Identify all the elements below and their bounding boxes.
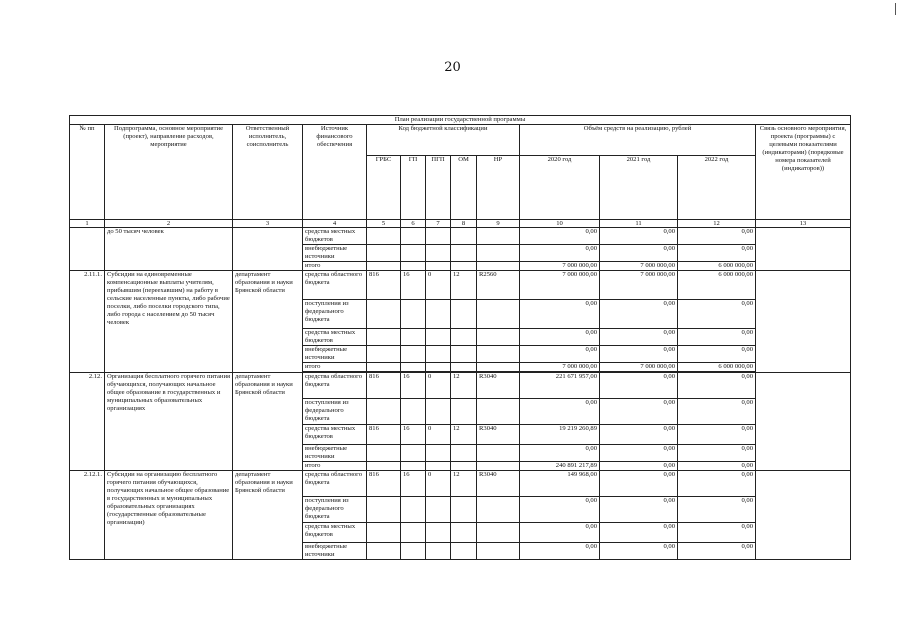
link-cell [756, 271, 851, 373]
executor-cell: департамент образования и науки Брянской области [233, 271, 303, 373]
col-index: 3 [233, 220, 303, 228]
table-row [70, 228, 851, 245]
header-link: Связь основного мероприятия, проекта (программы) с целевыми показателями (индикаторами) (порядковые номера показателей (индикаторов)) [756, 125, 851, 220]
value-2021: 7 000 000,00 [600, 262, 678, 271]
header-2022: 2022 год [678, 156, 756, 220]
value-2022: 0,00 [678, 346, 756, 363]
grbs-cell: 816 [367, 425, 401, 445]
value-2021: 0,00 [600, 445, 678, 462]
source-cell: средства местных бюджетов [303, 329, 367, 346]
header-budget-code: Код бюджетной классификации [367, 125, 520, 156]
value-2021: 0,00 [600, 300, 678, 329]
table-row [70, 373, 851, 399]
value-2020: 221 671 957,00 [520, 373, 600, 399]
header-source: Источник финансового обеспечения [303, 125, 367, 220]
om-cell: 12 [451, 425, 477, 445]
col-index: 9 [477, 220, 520, 228]
header-num: № пп [70, 125, 105, 220]
gp-cell: 16 [401, 471, 426, 497]
num-cell: 2.12.1. [70, 471, 105, 560]
value-2020: 0,00 [520, 523, 600, 543]
executor-cell [233, 228, 303, 271]
link-cell [756, 471, 851, 560]
value-2022: 0,00 [678, 445, 756, 462]
value-2022: 0,00 [678, 300, 756, 329]
page-number: 20 [444, 60, 461, 75]
value-2022: 6 000 000,00 [678, 271, 756, 300]
nr-cell: R3040 [477, 471, 520, 497]
value-2022: 6 000 000,00 [678, 363, 756, 372]
value-2020: 7 000 000,00 [520, 271, 600, 300]
value-2020: 0,00 [520, 346, 600, 363]
col-index: 8 [451, 220, 477, 228]
header-2021: 2021 год [600, 156, 678, 220]
nr-cell: R3040 [477, 425, 520, 445]
value-2022: 0,00 [678, 462, 756, 471]
value-2022: 0,00 [678, 543, 756, 560]
program-cell: до 50 тысяч человек [105, 228, 233, 271]
col-index: 10 [520, 220, 600, 228]
header-grbs: ГРБС [367, 156, 401, 220]
value-2022: 0,00 [678, 329, 756, 346]
header-volume: Объём средств на реализацию, рублей [520, 125, 756, 156]
pgp-cell: 0 [426, 425, 451, 445]
value-2021: 0,00 [600, 543, 678, 560]
nr-cell: R2560 [477, 271, 520, 300]
source-cell: средства местных бюджетов [303, 425, 367, 445]
pgp-cell: 0 [426, 373, 451, 399]
source-cell: поступления из федерального бюджета [303, 399, 367, 425]
value-2021: 0,00 [600, 228, 678, 245]
num-cell [70, 228, 105, 271]
header-om: ОМ [451, 156, 477, 220]
col-index: 1 [70, 220, 105, 228]
value-2021: 0,00 [600, 346, 678, 363]
pgp-cell: 0 [426, 471, 451, 497]
value-2022: 6 000 000,00 [678, 262, 756, 271]
executor-cell: департамент образования и науки Брянской области [233, 373, 303, 471]
value-2022: 0,00 [678, 425, 756, 445]
source-cell: итого [303, 262, 367, 271]
link-cell [756, 373, 851, 471]
gp-cell: 16 [401, 271, 426, 300]
value-2020: 0,00 [520, 399, 600, 425]
num-cell: 2.11.1. [70, 271, 105, 373]
col-index: 6 [401, 220, 426, 228]
value-2020: 0,00 [520, 329, 600, 346]
value-2021: 0,00 [600, 329, 678, 346]
header-pgp: ПГП [426, 156, 451, 220]
value-2021: 0,00 [600, 373, 678, 399]
value-2021: 0,00 [600, 497, 678, 523]
value-2022: 0,00 [678, 523, 756, 543]
col-index: 4 [303, 220, 367, 228]
scan-mark [895, 3, 896, 15]
table-title-row [70, 116, 851, 125]
source-cell: внебюджетные источники [303, 346, 367, 363]
value-2021: 7 000 000,00 [600, 271, 678, 300]
om-cell: 12 [451, 471, 477, 497]
table-row [70, 271, 851, 300]
value-2020: 240 891 217,89 [520, 462, 600, 471]
value-2022: 0,00 [678, 373, 756, 399]
header-executor: Ответственный исполнитель, соисполнитель [233, 125, 303, 220]
value-2020: 0,00 [520, 228, 600, 245]
header-gp: ГП [401, 156, 426, 220]
value-2021: 7 000 000,00 [600, 363, 678, 372]
source-cell: средства областного бюджета [303, 373, 367, 399]
value-2020: 0,00 [520, 497, 600, 523]
value-2021: 0,00 [600, 471, 678, 497]
executor-cell: департамент образования и науки Брянской области [233, 471, 303, 560]
link-cell [756, 228, 851, 271]
value-2020: 0,00 [520, 543, 600, 560]
om-cell: 12 [451, 373, 477, 399]
table-title: План реализации государственной программы [70, 116, 851, 125]
table-row [70, 471, 851, 497]
value-2020: 7 000 000,00 [520, 363, 600, 372]
om-cell: 12 [451, 271, 477, 300]
value-2021: 0,00 [600, 462, 678, 471]
source-cell: внебюджетные источники [303, 245, 367, 262]
value-2021: 0,00 [600, 245, 678, 262]
col-index: 11 [600, 220, 678, 228]
program-cell: Организация бесплатного горячего питания обучающихся, получающих начальное общее образование в государственных и муниципальных образовательных организациях [105, 373, 233, 471]
nr-cell: R3040 [477, 373, 520, 399]
header-nr: НР [477, 156, 520, 220]
value-2020: 0,00 [520, 245, 600, 262]
column-index-row [70, 220, 851, 228]
header-program: Подпрограмма, основное мероприятие (проект), направление расходов, мероприятие [105, 125, 233, 220]
value-2022: 0,00 [678, 228, 756, 245]
program-cell: Субсидии на единовременные компенсационные выплаты учителям, прибывшим (переехавшим) на работу в сельские населенные пункты, либо рабочие поселки, либо поселки городского типа, либо города с населением до 50 тысяч человек [105, 271, 233, 373]
source-cell: поступления из федерального бюджета [303, 497, 367, 523]
source-cell: средства местных бюджетов [303, 523, 367, 543]
col-index: 13 [756, 220, 851, 228]
grbs-cell: 816 [367, 471, 401, 497]
value-2020: 0,00 [520, 445, 600, 462]
grbs-cell: 816 [367, 271, 401, 300]
value-2022: 0,00 [678, 399, 756, 425]
header-row [70, 125, 851, 156]
source-cell: итого [303, 363, 367, 372]
source-cell: средства областного бюджета [303, 471, 367, 497]
value-2022: 0,00 [678, 471, 756, 497]
value-2021: 0,00 [600, 523, 678, 543]
value-2021: 0,00 [600, 425, 678, 445]
program-cell: Субсидии на организацию бесплатного горячего питания обучающихся, получающих начальное общее образование в государственных и муниципальных образовательных организациях (государственные образовательные организации) [105, 471, 233, 560]
value-2021: 0,00 [600, 399, 678, 425]
grbs-cell: 816 [367, 373, 401, 399]
source-cell: средства местных бюджетов [303, 228, 367, 245]
gp-cell: 16 [401, 425, 426, 445]
source-cell: внебюджетные источники [303, 543, 367, 560]
source-cell: средства областного бюджета [303, 271, 367, 300]
plan-table-container [69, 115, 850, 595]
col-index: 2 [105, 220, 233, 228]
value-2022: 0,00 [678, 245, 756, 262]
value-2020: 149 968,00 [520, 471, 600, 497]
source-cell: итого [303, 462, 367, 471]
value-2020: 7 000 000,00 [520, 262, 600, 271]
pgp-cell: 0 [426, 271, 451, 300]
col-index: 12 [678, 220, 756, 228]
value-2022: 0,00 [678, 497, 756, 523]
num-cell: 2.12. [70, 373, 105, 471]
source-cell: внебюджетные источники [303, 445, 367, 462]
header-2020: 2020 год [520, 156, 600, 220]
gp-cell: 16 [401, 373, 426, 399]
col-index: 5 [367, 220, 401, 228]
col-index: 7 [426, 220, 451, 228]
value-2020: 0,00 [520, 300, 600, 329]
value-2020: 19 219 260,89 [520, 425, 600, 445]
source-cell: поступления из федерального бюджета [303, 300, 367, 329]
plan-table [69, 115, 851, 560]
